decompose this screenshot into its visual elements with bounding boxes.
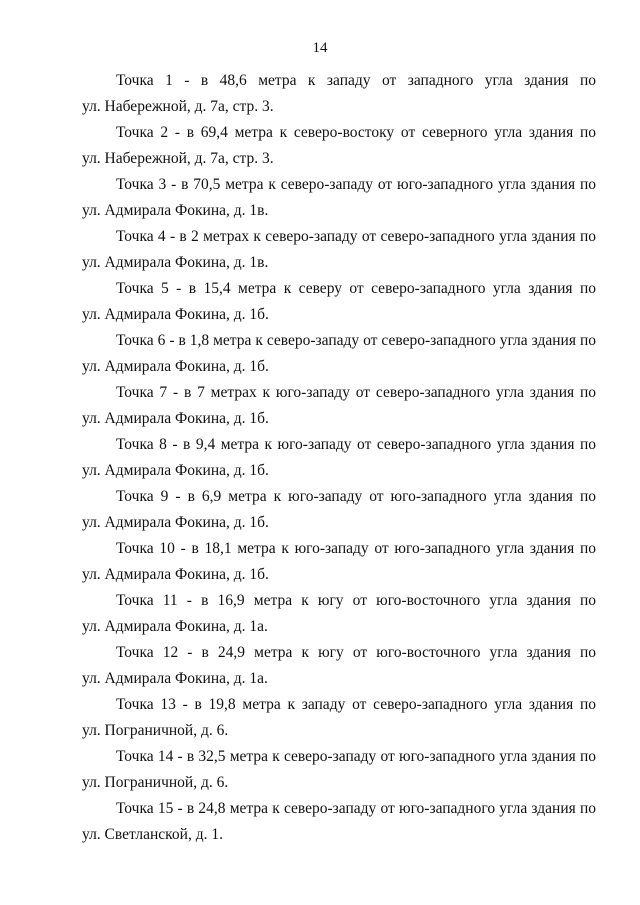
point-description: Точка 5 - в 15,4 метра к северу от северо-западного угла здания по: [116, 280, 596, 297]
point-description: Точка 13 - в 19,8 метра к западу от северо-западного угла здания по: [116, 696, 596, 713]
point-address: ул. Адмирала Фокина, д. 1б.: [82, 358, 269, 375]
point-description: Точка 14 - в 32,5 метра к северо-западу от юго-западного угла здания по: [116, 748, 596, 765]
point-description: Точка 2 - в 69,4 метра к северо-востоку от северного угла здания по: [116, 124, 596, 141]
point-address: ул. Адмирала Фокина, д. 1б.: [82, 462, 269, 479]
point-description: Точка 4 - в 2 метрах к северо-западу от северо-западного угла здания по: [116, 228, 596, 245]
point-description: Точка 6 - в 1,8 метра к северо-западу от северо-западного угла здания по: [116, 332, 596, 349]
point-description: Точка 15 - в 24,8 метра к северо-западу от юго-западного угла здания по: [116, 800, 596, 817]
point-item: [82, 692, 596, 744]
point-item: [82, 224, 596, 276]
point-address: ул. Адмирала Фокина, д. 1б.: [82, 514, 269, 531]
point-address: ул. Набережной, д. 7а, стр. 3.: [82, 98, 274, 115]
point-description: Точка 12 - в 24,9 метра к югу от юго-восточного угла здания по: [116, 644, 596, 661]
point-item: [82, 640, 596, 692]
point-address: ул. Светланской, д. 1.: [82, 826, 223, 843]
point-address: ул. Адмирала Фокина, д. 1а.: [82, 618, 268, 635]
point-item: [82, 120, 596, 172]
point-item: [82, 172, 596, 224]
point-address: ул. Адмирала Фокина, д. 1а.: [82, 670, 268, 687]
point-description: Точка 10 - в 18,1 метра к юго-западу от юго-западного угла здания по: [116, 540, 596, 557]
point-address: ул. Адмирала Фокина, д. 1в.: [82, 254, 269, 271]
point-item: [82, 536, 596, 588]
point-description: Точка 9 - в 6,9 метра к юго-западу от юго-западного угла здания по: [116, 488, 596, 505]
point-description: Точка 1 - в 48,6 метра к западу от западного угла здания по: [116, 72, 596, 89]
point-address: ул. Адмирала Фокина, д. 1б.: [82, 410, 269, 427]
point-address: ул. Пограничной, д. 6.: [82, 722, 229, 739]
point-description: Точка 7 - в 7 метрах к юго-западу от северо-западного угла здания по: [116, 384, 596, 401]
point-item: [82, 796, 596, 848]
point-item: [82, 588, 596, 640]
point-address: ул. Адмирала Фокина, д. 1б.: [82, 566, 269, 583]
point-item: [82, 432, 596, 484]
point-description: Точка 11 - в 16,9 метра к югу от юго-восточного угла здания по: [116, 592, 596, 609]
point-item: [82, 328, 596, 380]
points-list: [82, 68, 596, 848]
point-item: [82, 380, 596, 432]
point-item: [82, 484, 596, 536]
page-number: 14: [312, 40, 328, 56]
point-address: ул. Набережной, д. 7а, стр. 3.: [82, 150, 274, 167]
point-item: [82, 744, 596, 796]
point-address: ул. Пограничной, д. 6.: [82, 774, 229, 791]
point-address: ул. Адмирала Фокина, д. 1б.: [82, 306, 269, 323]
point-address: ул. Адмирала Фокина, д. 1в.: [82, 202, 269, 219]
point-description: Точка 8 - в 9,4 метра к юго-западу от северо-западного угла здания по: [116, 436, 596, 453]
point-item: [82, 276, 596, 328]
point-item: [82, 68, 596, 120]
point-description: Точка 3 - в 70,5 метра к северо-западу от юго-западного угла здания по: [116, 176, 596, 193]
